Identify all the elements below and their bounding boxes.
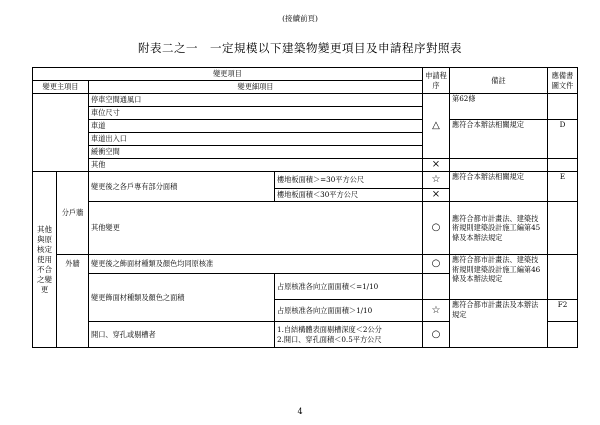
condition-line: 2.開口、穿孔面積＜0.5平方公尺 [277,334,382,344]
change-items-table [32,67,578,348]
condition-line: 1.自結構體表面剔槽深度＜2公分 [277,325,382,334]
exterior-wall-label: 外牆 [57,255,89,348]
header-change-items: 變更項目 [33,68,423,81]
procedure-empty [423,274,450,300]
sub-item: 其他 [89,159,423,172]
header-docs: 應備書圖文件 [548,68,578,94]
condition: 樓地板面積＜30平方公尺 [275,189,423,202]
condition: 占原核准各向立面面積＜=1/10 [275,274,423,300]
remark-cell: 應符合本辦法相關規定 [450,120,548,159]
partition-wall-label: 分戶牆 [57,172,89,255]
procedure-mark: ○ [423,202,450,255]
remark-cell: 第62條 [450,94,548,120]
parking-main-empty [33,94,89,172]
doc-code: E [548,172,578,202]
header-main-item: 變更主項目 [33,81,89,94]
sub-item: 變更飾面材種類及顏色之面積 [89,274,275,322]
procedure-mark: × [423,189,450,202]
sub-item: 車道 [89,120,423,133]
remark-cell: 應符合都市計畫法及本辦法規定 [450,300,548,348]
condition: 占原核准各向立面面積＞1/10 [275,300,423,322]
remark-cell: 應符合都市計畫法、建築技術規則建築設計施工編第45條及本辦法規定 [450,202,548,255]
remark-empty [450,159,548,172]
sub-item: 停車空間通風口 [89,94,423,107]
procedure-mark: △ [423,94,450,159]
doc-empty [548,202,578,255]
sub-item: 其他變更 [89,202,423,255]
doc-empty [548,94,578,120]
doc-empty [548,255,578,300]
doc-code: D [548,120,578,159]
doc-empty [548,322,578,348]
condition: 樓地板面積＞=30平方公尺 [275,172,423,189]
sub-item: 車道出入口 [89,133,423,146]
condition-list [275,322,423,348]
sub-item: 車位尺寸 [89,107,423,120]
doc-empty [548,159,578,172]
page-number: 4 [297,407,303,416]
procedure-mark: ○ [423,322,450,348]
procedure-mark: × [423,159,450,172]
procedure-mark: ☆ [423,172,450,189]
sub-item: 緩衝空間 [89,146,423,159]
doc-code: F2 [548,300,578,322]
main-item-other: 其他與原核定使用不合之變更 [33,172,57,348]
header-remarks: 備註 [450,68,548,94]
procedure-mark: ☆ [423,300,450,322]
remark-cell: 應符合本辦法相關規定 [450,172,548,202]
sub-item: 開口、穿孔或剔槽者 [89,322,275,348]
page-title: 附表二之一 一定規模以下建築物變更項目及申請程序對照表 [138,41,462,55]
sub-item: 變更後之各戶專有部分面積 [89,172,275,202]
header-sub-item: 變更細項目 [89,81,423,94]
procedure-mark: ○ [423,255,450,274]
sub-item: 變更後之飾面材種類及顏色均同原核准 [89,255,423,274]
header-procedure: 申請程序 [423,68,450,94]
remark-cell: 應符合都市計畫法、建築技術規則建築設計施工編第46條及本辦法規定 [450,255,548,300]
continued-note: (接續前頁) [282,14,318,23]
